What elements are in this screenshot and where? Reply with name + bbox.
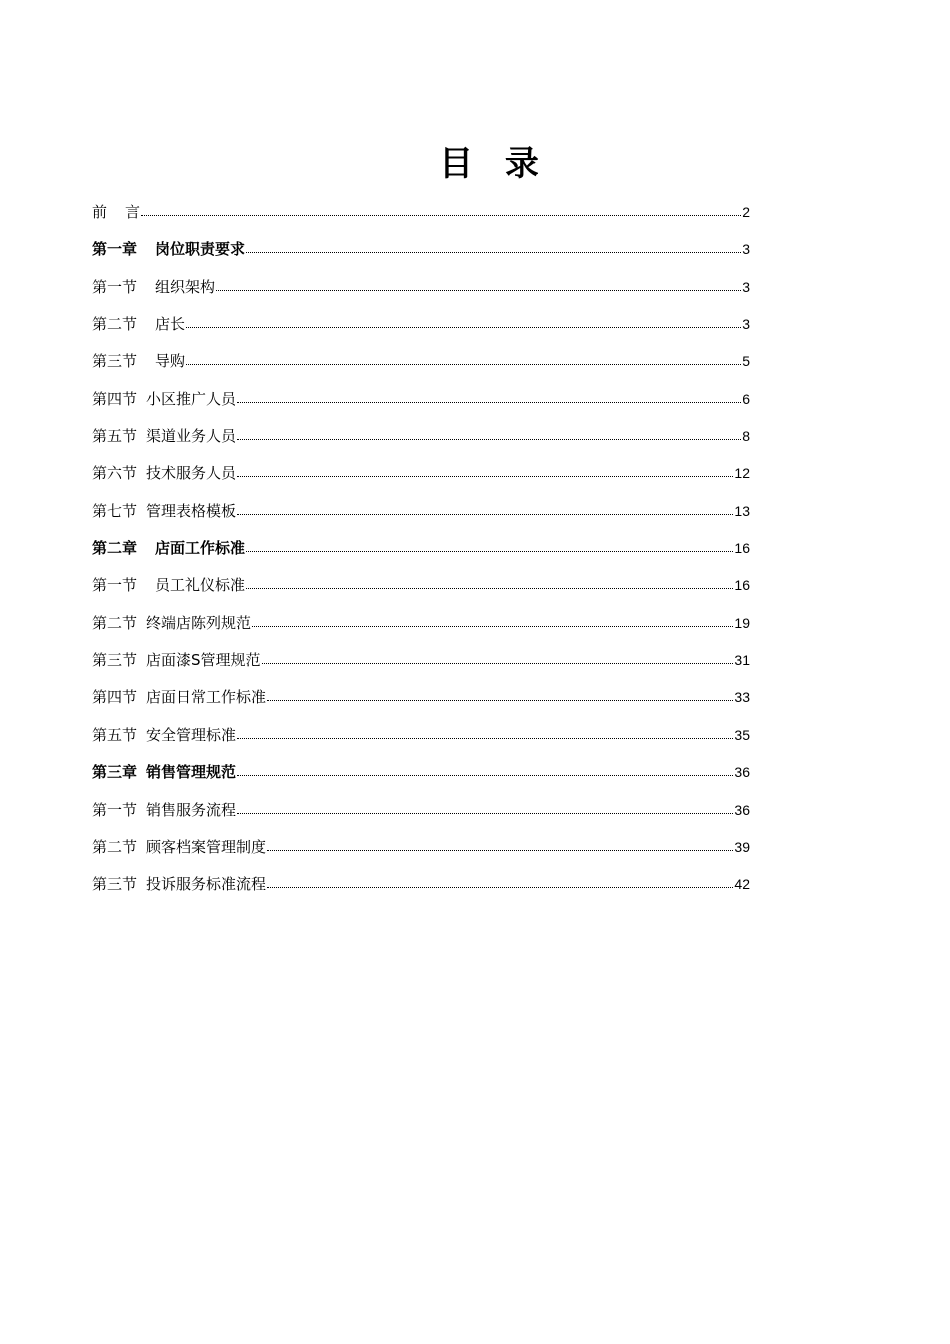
toc-entry-page-number: 3: [742, 278, 750, 295]
toc-entry-number: 第六节: [92, 464, 138, 483]
toc-entry-number: 第三节: [92, 875, 138, 894]
toc-section-entry[interactable]: [92, 424, 750, 461]
toc-dot-leader: [237, 475, 733, 477]
toc-section-entry[interactable]: [92, 312, 750, 349]
toc-section-entry[interactable]: [92, 723, 750, 760]
toc-section-entry[interactable]: [92, 835, 750, 872]
toc-dot-leader: [216, 289, 741, 291]
toc-entry-title: 管理表格模板: [146, 501, 237, 520]
toc-entry-page-number: 33: [734, 689, 750, 706]
toc-section-entry[interactable]: [92, 872, 750, 909]
toc-section-entry[interactable]: [92, 349, 750, 386]
toc-chapter-entry[interactable]: [92, 536, 750, 573]
toc-dot-leader: [237, 774, 733, 776]
toc-section-entry[interactable]: [92, 611, 750, 648]
toc-dot-leader: [246, 550, 733, 552]
toc-dot-leader: [267, 699, 733, 701]
toc-entry-number: 第二章: [92, 539, 138, 558]
toc-dot-leader: [237, 812, 733, 814]
toc-entry-title: 导购: [155, 352, 186, 371]
toc-dot-leader: [237, 401, 741, 403]
toc-entry-title: 顾客档案管理制度: [146, 837, 267, 856]
toc-entry-number: 第五节: [92, 725, 138, 744]
toc-dot-leader: [262, 662, 734, 664]
toc-entry-page-number: 12: [734, 465, 750, 482]
toc-entry-number: 第五节: [92, 427, 138, 446]
toc-entry-page-number: 16: [734, 540, 750, 557]
toc-entry-number: 第二节: [92, 315, 138, 334]
toc-dot-leader: [246, 251, 741, 253]
toc-section-entry[interactable]: [92, 461, 750, 498]
toc-entry-number: 前: [92, 203, 108, 221]
toc-entry-page-number: 16: [734, 577, 750, 594]
toc-entry-page-number: 19: [734, 614, 750, 631]
toc-entry-number: 第一节: [92, 576, 138, 595]
table-of-contents: [92, 200, 750, 910]
toc-entry-number: 第四节: [92, 688, 138, 707]
toc-entry-title: 安全管理标准: [146, 725, 237, 744]
toc-entry-title: 店面漆S管理规范: [146, 651, 261, 670]
toc-entry-page-number: 42: [734, 876, 750, 893]
toc-dot-leader: [237, 513, 733, 515]
toc-entry-title: 组织架构: [155, 277, 216, 296]
toc-section-entry[interactable]: [92, 275, 750, 312]
toc-entry-title: 技术服务人员: [146, 464, 237, 483]
toc-section-entry[interactable]: [92, 685, 750, 722]
toc-entry-page-number: 3: [742, 316, 750, 333]
toc-entry-title: 投诉服务标准流程: [146, 875, 267, 894]
toc-entry-title: 销售管理规范: [146, 763, 237, 782]
toc-dot-leader: [252, 625, 733, 627]
toc-dot-leader: [267, 849, 733, 851]
toc-entry-title: 店面日常工作标准: [146, 688, 267, 707]
toc-dot-leader: [186, 363, 741, 365]
toc-entry-number: 第三节: [92, 352, 138, 371]
toc-dot-leader: [186, 326, 741, 328]
toc-entry-number: 第一章: [92, 240, 138, 259]
toc-chapter-entry[interactable]: [92, 760, 750, 797]
toc-entry-title: 岗位职责要求: [155, 240, 246, 259]
toc-section-entry[interactable]: [92, 200, 750, 237]
toc-entry-page-number: 31: [734, 652, 750, 669]
toc-entry-page-number: 8: [742, 428, 750, 445]
toc-entry-title: 小区推广人员: [146, 389, 237, 408]
toc-entry-title: 言: [125, 203, 141, 221]
toc-dot-leader: [237, 737, 733, 739]
toc-entry-title: 渠道业务人员: [146, 427, 237, 446]
toc-entry-number: 第三章: [92, 763, 138, 782]
toc-entry-page-number: 36: [734, 801, 750, 818]
toc-section-entry[interactable]: [92, 387, 750, 424]
toc-entry-title: 终端店陈列规范: [146, 613, 252, 632]
toc-entry-number: 第一节: [92, 277, 138, 296]
toc-entry-page-number: 35: [734, 726, 750, 743]
toc-entry-number: 第一节: [92, 800, 138, 819]
toc-entry-page-number: 5: [742, 353, 750, 370]
toc-entry-title: 销售服务流程: [146, 800, 237, 819]
toc-dot-leader: [237, 438, 741, 440]
toc-entry-page-number: 13: [734, 502, 750, 519]
toc-entry-page-number: 6: [742, 390, 750, 407]
toc-entry-title: 员工礼仪标准: [155, 576, 246, 595]
toc-entry-page-number: 3: [742, 241, 750, 258]
toc-entry-number: 第二节: [92, 613, 138, 632]
toc-section-entry[interactable]: [92, 648, 750, 685]
toc-dot-leader: [141, 214, 741, 216]
toc-section-entry[interactable]: [92, 499, 750, 536]
toc-section-entry[interactable]: [92, 573, 750, 610]
toc-entry-number: 第二节: [92, 837, 138, 856]
toc-entry-number: 第三节: [92, 651, 138, 670]
toc-entry-page-number: 39: [734, 838, 750, 855]
toc-entry-title: 店面工作标准: [155, 539, 246, 558]
toc-entry-page-number: 36: [734, 764, 750, 781]
toc-chapter-entry[interactable]: [92, 237, 750, 274]
toc-dot-leader: [246, 587, 733, 589]
toc-entry-number: 第七节: [92, 501, 138, 520]
toc-dot-leader: [267, 886, 733, 888]
toc-entry-title: 店长: [155, 315, 186, 334]
toc-entry-number: 第四节: [92, 389, 138, 408]
toc-title: 目 录: [439, 144, 549, 184]
toc-entry-page-number: 2: [742, 204, 750, 220]
toc-section-entry[interactable]: [92, 798, 750, 835]
